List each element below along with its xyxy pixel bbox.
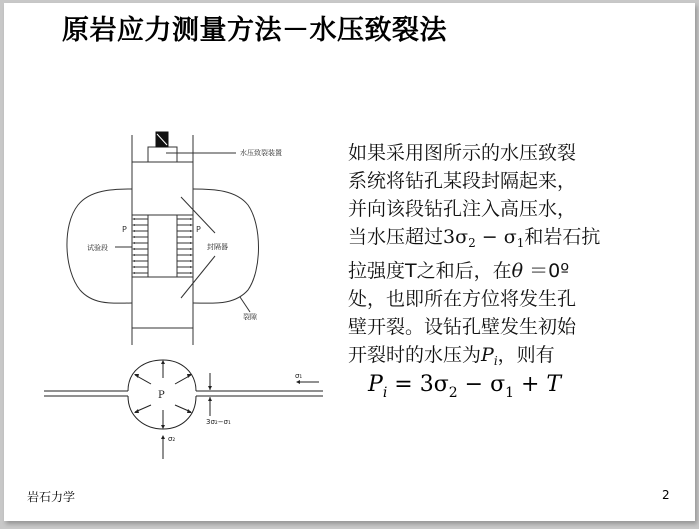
stress-difference-label: 3σ₂−σ₁ <box>206 418 231 426</box>
page-number: 2 <box>662 488 670 502</box>
body-line: 系统将钻孔某段封隔起来， <box>348 170 577 192</box>
body-line: 拉强度T之和后，在θ ＝0º <box>348 260 570 282</box>
body-line: 壁开裂。设钻孔壁发生初始 <box>348 316 577 338</box>
label-fracture: 裂隙 <box>243 313 257 321</box>
label-device: 水压致裂装置 <box>240 149 282 157</box>
cross-section-center-label: P <box>158 390 165 401</box>
body-line: 处，也即所在方位将发生孔 <box>348 288 577 310</box>
body-line: 并向该段钻孔注入高压水， <box>348 198 577 220</box>
footer-course-name: 岩石力学 <box>27 490 76 504</box>
body-text <box>348 139 648 375</box>
fracture-pressure-formula: $P_i = 3\sigma_2 - \sigma_1 + T$ <box>368 372 562 401</box>
body-line: 当水压超过$3\sigma_2 - \sigma_1$和岩石抗 <box>348 226 601 250</box>
sigma1-label: σ₁ <box>295 372 303 380</box>
pressure-label-right: P <box>196 225 201 234</box>
label-packer: 封隔器 <box>207 243 228 251</box>
borehole-diagram <box>67 132 259 345</box>
sigma2-label: σ₂ <box>168 435 176 443</box>
cross-section-diagram <box>44 360 323 459</box>
pressure-label-left: P <box>122 225 127 234</box>
slide-title: 原岩应力测量方法－水压致裂法 <box>62 15 447 46</box>
label-test-section: 试验段 <box>87 244 108 252</box>
body-line: 开裂时的水压为$P_i$，则有 <box>348 344 555 368</box>
body-line: 如果采用图所示的水压致裂 <box>348 142 577 164</box>
